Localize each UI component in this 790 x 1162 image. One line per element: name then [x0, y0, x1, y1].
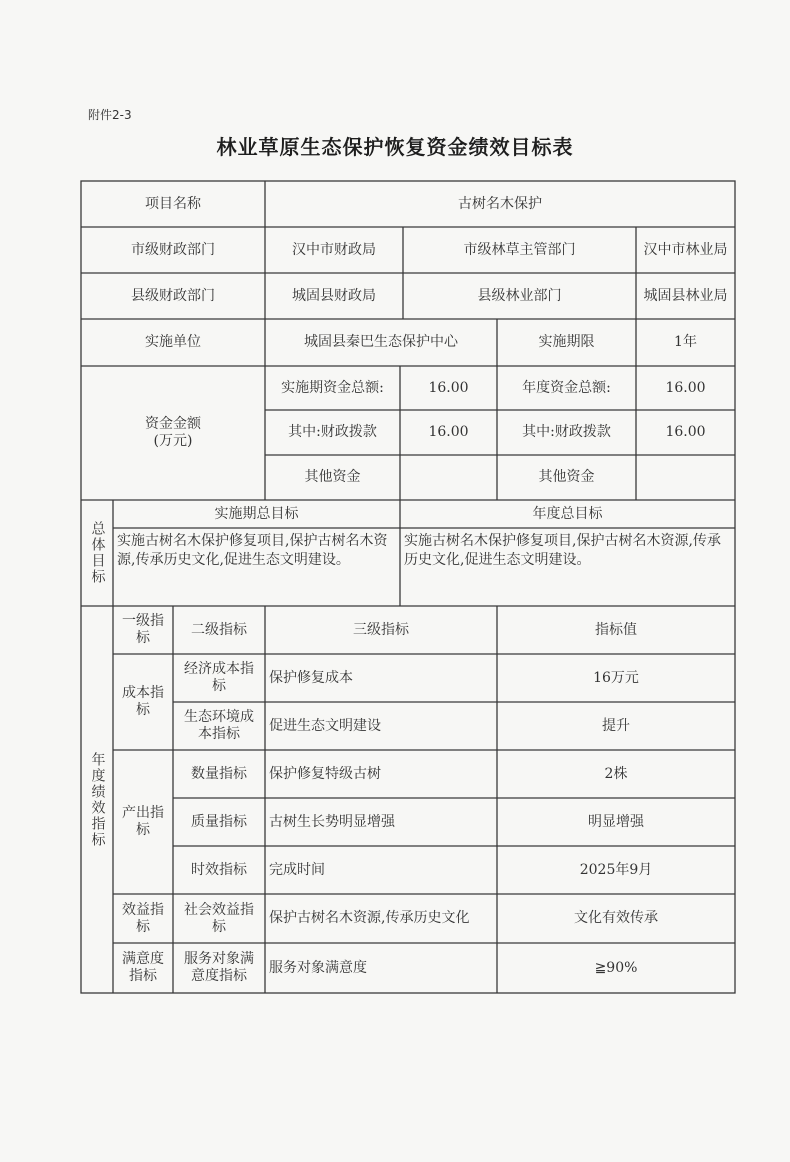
funds-fiscal-value: 16.00 — [428, 424, 469, 440]
row-level2: 质量指标 — [191, 813, 247, 830]
row-level3: 保护古树名木资源,传承历史文化 — [269, 910, 470, 926]
annual-goal-text: 实施古树名木保护修复项目,保护古树名木资源,传承历史文化,促进生态文明建设。 — [404, 533, 721, 568]
impl-unit-value: 城固县秦巴生态保护中心 — [304, 334, 458, 350]
row-level3: 古树生长势明显增强 — [269, 813, 395, 830]
row-level2: 生态环境成本指标 — [184, 709, 254, 742]
row-value: 16万元 — [593, 669, 639, 686]
header-level2: 二级指标 — [191, 621, 247, 638]
county-forestry-dept-value: 城固县林业局 — [643, 287, 728, 304]
city-forestry-dept-label: 市级林草主管部门 — [463, 241, 576, 258]
funds-total-label: 实施期资金总额: — [281, 379, 384, 396]
row-level3: 保护修复成本 — [269, 669, 353, 686]
city-forestry-dept-value: 汉中市林业局 — [643, 241, 728, 258]
header-level3: 三级指标 — [353, 621, 409, 638]
level1-cost: 成本指标 — [122, 685, 164, 718]
funds-annual-fiscal-value: 16.00 — [665, 424, 706, 440]
row-value: 2株 — [604, 765, 628, 782]
row-value: 明显增强 — [588, 813, 644, 830]
page-title: 林业草原生态保护恢复资金绩效目标表 — [216, 135, 574, 159]
impl-period-label: 实施期限 — [538, 334, 595, 350]
project-name-label: 项目名称 — [145, 195, 201, 212]
row-level2: 社会效益指标 — [184, 901, 254, 935]
annual-indicators-side-label: 年度绩效指标 — [89, 751, 106, 848]
period-goal-text: 实施古树名木保护修复项目,保护古树名木资源,传承历史文化,促进生态文明建设。 — [117, 533, 388, 568]
row-level3: 服务对象满意度 — [269, 959, 367, 976]
county-forestry-dept-label: 县级林业部门 — [477, 287, 562, 304]
funds-total-value: 16.00 — [428, 379, 469, 396]
row-level2: 经济成本指标 — [184, 661, 254, 694]
level1-satisfaction: 满意度指标 — [122, 951, 164, 984]
impl-unit-label: 实施单位 — [145, 334, 201, 350]
overall-goals-side-label: 总体目标 — [89, 521, 106, 585]
row-value: ≧90% — [594, 959, 638, 976]
row-value: 2025年9月 — [579, 861, 653, 878]
attachment-label: 附件2-3 — [88, 108, 132, 122]
row-level2: 数量指标 — [191, 765, 247, 782]
row-value: 提升 — [602, 717, 630, 734]
row-level2: 时效指标 — [191, 861, 247, 878]
funds-annual-other-label: 其他资金 — [538, 469, 595, 485]
row-level3: 促进生态文明建设 — [269, 717, 381, 734]
funds-annual-total-label: 年度资金总额: — [522, 379, 611, 396]
annual-goal-header: 年度总目标 — [532, 505, 603, 522]
row-value: 文化有效传承 — [574, 910, 658, 926]
funds-annual-total-value: 16.00 — [665, 379, 706, 396]
row-level3: 保护修复特级古树 — [269, 765, 381, 782]
header-value: 指标值 — [595, 621, 637, 638]
city-finance-value: 汉中市财政局 — [292, 241, 376, 258]
county-finance-label: 县级财政部门 — [131, 287, 215, 304]
project-name-value: 古树名木保护 — [458, 195, 542, 212]
row-level2: 服务对象满意度指标 — [184, 951, 254, 984]
period-goal-header: 实施期总目标 — [214, 505, 299, 522]
funds-label: 资金金额 (万元) — [145, 416, 201, 449]
funds-other-label: 其他资金 — [304, 469, 361, 485]
impl-period-value: 1年 — [674, 334, 697, 350]
county-finance-value: 城固县财政局 — [292, 287, 376, 304]
level1-benefit: 效益指标 — [122, 901, 164, 935]
funds-annual-fiscal-label: 其中:财政拨款 — [522, 424, 611, 440]
header-level1: 一级指标 — [122, 613, 164, 646]
funds-fiscal-label: 其中:财政拨款 — [288, 424, 377, 440]
level1-output: 产出指标 — [122, 805, 164, 838]
city-finance-label: 市级财政部门 — [131, 241, 215, 258]
row-level3: 完成时间 — [269, 861, 325, 878]
